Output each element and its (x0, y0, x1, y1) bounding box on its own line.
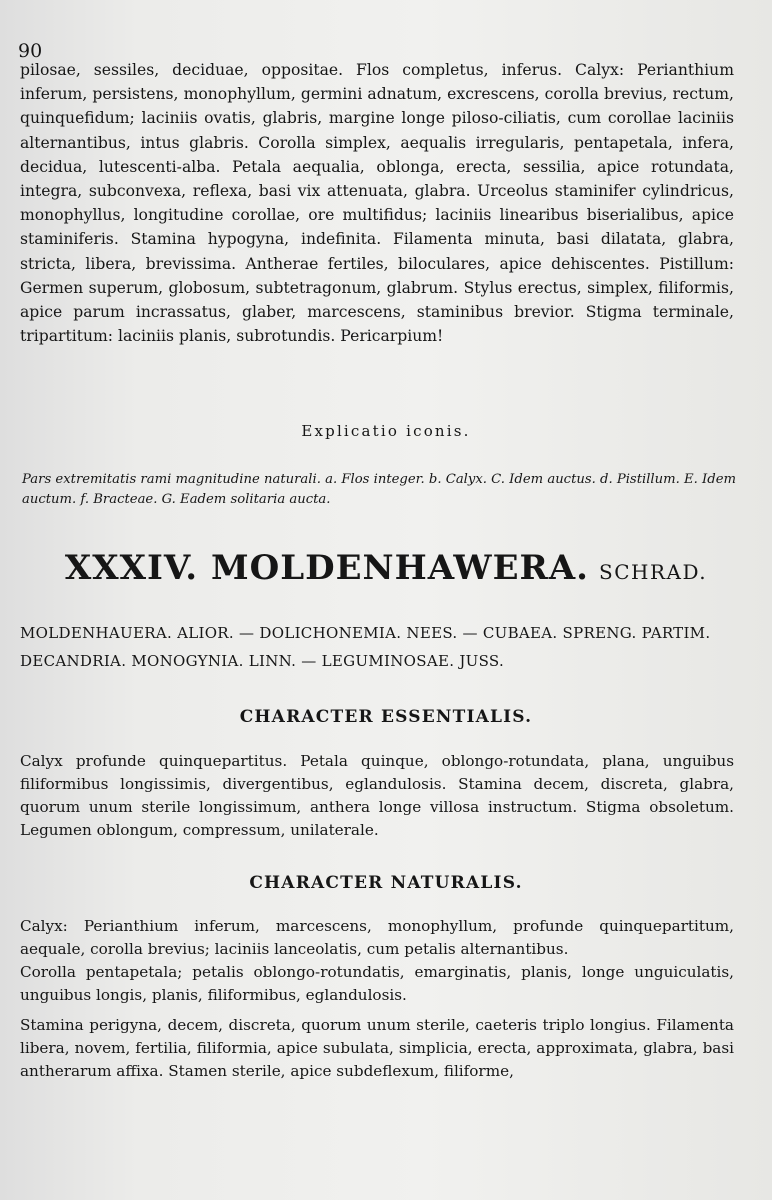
genus-author: SCHRAD. (599, 560, 708, 584)
description-paragraph: pilosae, sessiles, deciduae, oppositae. Flos completus, inferus. Calyx: Perianthium inferum, persistens, monophyllum, germini adnatum, excrescens, corolla brevius, rectum, quinquefidum; laciniis ovatis, glabris, margine longe piloso-ciliatis, cum corollae laciniis alternantibus, intus glabris. Corolla simplex, aequalis irregularis, pentapetala, infera, decidua, lutescenti-alba. Petala aequalia, oblonga, erecta, sessilia, apice rotundata, integra, subconvexa, reflexa, basi vix attenuata, glabra. Urceolus staminifer cylindricus, monophyllus, longitudine corollae, ore multifidus; laciniis linearibus biserialibus, apice staminiferis. Stamina hypogyna, indefinita. Filamenta minuta, basi dilatata, glabra, stricta, libera, brevissima. Antherae fertiles, biloculares, apice dehiscentes. Pistillum: Germen superum, globosum, subtetragonum, glabrum. Stylus erectus, simplex, filiformis, apice parum incrassatus, glaber, marcescens, staminibus brevior. Stigma terminale, tripartitum: laciniis planis, subrotundis. Pericarpium! (20, 61, 734, 346)
character-essentialis-heading: CHARACTER ESSENTIALIS. (239, 707, 533, 727)
page-number: 90 (18, 40, 43, 62)
genus-title: XXXIV. MOLDENHAWERA. (64, 548, 590, 588)
character-essentialis-text: Calyx profunde quinquepartitus. Petala quinque, oblongo-rotundata, plana, unguibus filiformibus longissimis, divergentibus, eglandulosis. Stamina decem, discreta, glabra, quorum unum sterile longissimum, anthera longe villosa instructum. Stigma obsoletum. Legumen oblongum, compressum, unilaterale. (20, 752, 734, 839)
synonyms-line-1: MOLDENHAUERA. ALIOR. — DOLICHONEMIA. NEES. — CUBAEA. SPRENG. PARTIM. (20, 624, 711, 642)
synonyms-line-2: DECANDRIA. MONOGYNIA. LINN. — LEGUMINOSAE. JUSS. (20, 652, 505, 670)
character-naturalis-heading: CHARACTER NATURALIS. (249, 873, 523, 893)
calyx-entry: Calyx: Perianthium inferum, marcescens, monophyllum, profunde quinquepartitum, aequale, corolla brevius; laciniis lanceolatis, cum petalis alternantibus. (20, 917, 734, 958)
explicatio-heading: Explicatio iconis. (301, 422, 471, 440)
genus-title-block (0, 548, 772, 588)
stamina-entry: Stamina perigyna, decem, discreta, quorum unum sterile, caeteris triplo longius. Filamenta libera, novem, fertilia, filiformia, apice subulata, simplicia, erecta, approximata, glabra, basi antherarum affixa. Stamen sterile, apice subdeflexum, filiforme, (20, 1016, 734, 1080)
explicatio-caption: Pars extremitatis rami magnitudine naturali. a. Flos integer. b. Calyx. C. Idem auctus. d. Pistillum. E. Idem auctum. f. Bracteae. G. Eadem solitaria aucta. (22, 472, 737, 507)
corolla-entry: Corolla pentapetala; petalis oblongo-rotundatis, emarginatis, planis, longe unguiculatis, unguibus longis, planis, filiformibus, eglandulosis. (20, 963, 734, 1004)
